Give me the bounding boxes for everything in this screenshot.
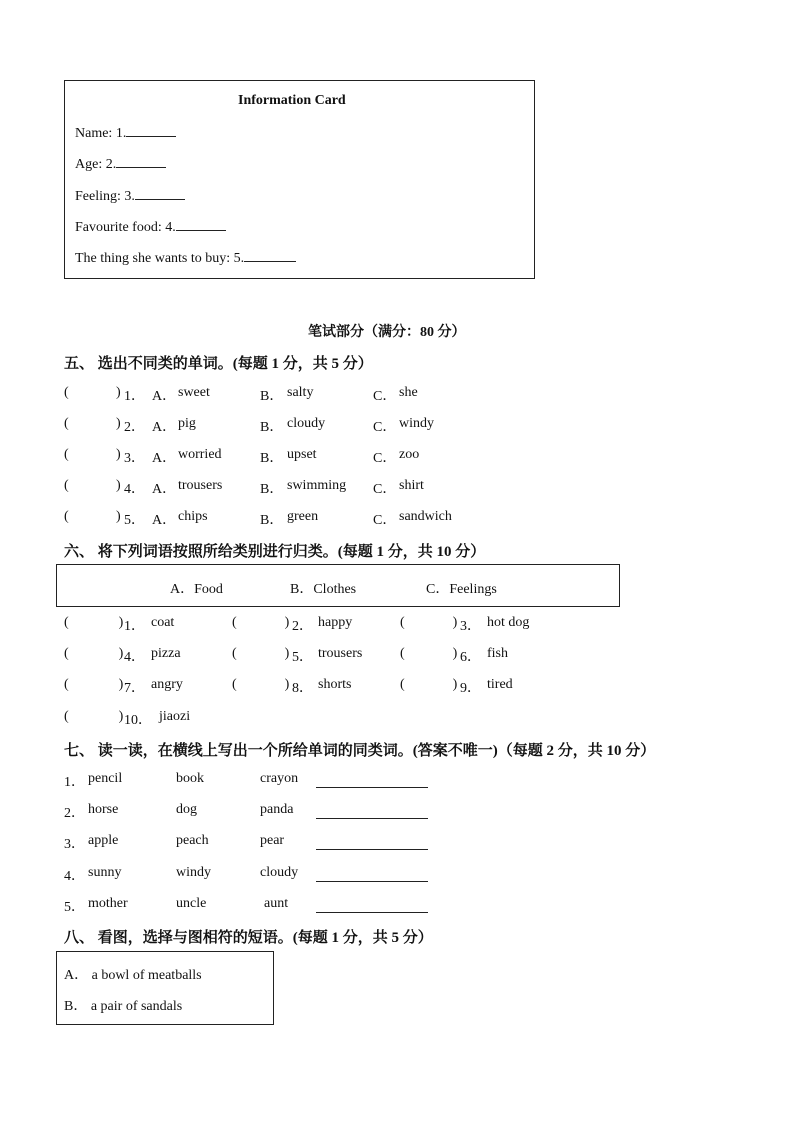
s6-num: 10．: [124, 713, 152, 728]
s7-word-1: apple: [88, 833, 119, 848]
s6-word: trousers: [318, 646, 363, 661]
s5-num: 1．: [124, 389, 145, 404]
s5-a-word: chips: [178, 509, 208, 524]
s5-a-label: A．: [152, 389, 177, 404]
s5-num: 4．: [124, 482, 145, 497]
s5-close-paren: ): [116, 447, 121, 462]
s5-num: 5．: [124, 513, 145, 528]
s6-word: fish: [487, 646, 508, 661]
s5-close-paren: ): [116, 509, 121, 524]
s7-word-1: horse: [88, 802, 119, 817]
s6-word: pizza: [151, 646, 181, 661]
s5-answer-slot[interactable]: [74, 509, 114, 525]
card-row-label: Name: 1.: [75, 126, 127, 141]
answer-blank[interactable]: [135, 187, 185, 200]
s7-answer-line[interactable]: [316, 881, 428, 882]
s7-word-2: windy: [176, 865, 211, 880]
s5-c-word: sandwich: [399, 509, 452, 524]
s5-c-word: zoo: [399, 447, 420, 462]
s5-answer-slot[interactable]: [74, 416, 114, 432]
s6-word: jiaozi: [159, 709, 191, 724]
s7-word-3: pear: [260, 833, 285, 848]
s6-word: hot dog: [487, 615, 530, 630]
answer-blank[interactable]: [176, 218, 226, 231]
s6-word: shorts: [318, 677, 352, 692]
s6-item: ( ): [232, 615, 290, 630]
s5-c-label: C．: [373, 482, 397, 497]
s5-c-word: windy: [399, 416, 434, 431]
s6-num: 7．: [124, 681, 145, 696]
s5-c-label: C．: [373, 389, 397, 404]
s5-c-word: she: [399, 385, 418, 400]
s7-answer-line[interactable]: [316, 849, 428, 850]
s7-word-2: uncle: [176, 896, 207, 911]
s5-a-label: A．: [152, 451, 177, 466]
s7-answer-line[interactable]: [316, 818, 428, 819]
s5-b-word: green: [287, 509, 319, 524]
s7-word-2: book: [176, 771, 204, 786]
s5-b-label: B．: [260, 389, 284, 404]
card-row-food: [75, 218, 226, 236]
s5-a-word: sweet: [178, 385, 210, 400]
section-8-heading: 八、 看图，选择与图相符的短语。(每题 1 分，共 5 分）: [64, 930, 433, 946]
s5-open-paren: (: [64, 447, 69, 462]
s5-answer-slot[interactable]: [74, 478, 114, 494]
s7-word-3: crayon: [260, 771, 299, 786]
option-b: B． a pair of sandals: [64, 999, 183, 1014]
card-row-label: The thing she wants to buy: 5.: [75, 251, 245, 266]
s6-item: ( ): [400, 646, 458, 661]
s7-answer-line[interactable]: [316, 787, 428, 788]
card-row-thing: [75, 249, 296, 267]
s5-answer-slot[interactable]: [74, 385, 114, 401]
answer-blank[interactable]: [244, 249, 296, 262]
section-7-heading: 七、 读一读，在横线上写出一个所给单词的同类词。(答案不唯一)（每题 2 分，共 10 分）: [64, 743, 656, 759]
s5-b-word: salty: [287, 385, 314, 400]
s6-num: 4．: [124, 650, 145, 665]
s5-a-word: worried: [178, 447, 222, 462]
s5-answer-slot[interactable]: [74, 447, 114, 463]
s5-a-label: A．: [152, 513, 177, 528]
s5-b-label: B．: [260, 451, 284, 466]
s6-word: coat: [151, 615, 175, 630]
s6-item: ( ): [232, 677, 290, 692]
card-row-label: Age: 2.: [75, 157, 117, 172]
section-6-heading: 六、 将下列词语按照所给类别进行归类。(每题 1 分，共 10 分）: [64, 544, 486, 560]
card-row-label: Favourite food: 4.: [75, 220, 176, 235]
category-clothes: B．Clothes: [290, 582, 357, 597]
s5-a-label: A．: [152, 482, 177, 497]
s6-item: ( ): [400, 615, 458, 630]
answer-blank[interactable]: [126, 124, 176, 137]
s5-b-label: B．: [260, 482, 284, 497]
s7-answer-line[interactable]: [316, 912, 428, 913]
s5-c-label: C．: [373, 513, 397, 528]
s5-b-word: swimming: [287, 478, 347, 493]
s6-item: ( ): [64, 709, 124, 724]
s6-num: 5．: [292, 650, 313, 665]
s7-num: 5．: [64, 900, 85, 915]
s6-num: 1．: [124, 619, 145, 634]
s7-word-3: panda: [260, 802, 294, 817]
s5-b-label: B．: [260, 513, 284, 528]
answer-blank[interactable]: [116, 155, 166, 168]
written-part-title: 笔试部分（满分：80 分）: [308, 325, 466, 340]
s6-num: 2．: [292, 619, 313, 634]
category-food: A．Food: [170, 582, 223, 597]
option-a: A． a bowl of meatballs: [64, 968, 202, 983]
s6-item: ( ): [64, 646, 124, 661]
s5-c-word: shirt: [399, 478, 424, 493]
s7-num: 1．: [64, 775, 85, 790]
s7-word-2: dog: [176, 802, 197, 817]
s6-num: 9．: [460, 681, 481, 696]
s7-word-1: sunny: [88, 865, 122, 880]
s5-close-paren: ): [116, 478, 121, 493]
s5-open-paren: (: [64, 385, 69, 400]
s5-open-paren: (: [64, 478, 69, 493]
card-row-age: [75, 155, 166, 173]
s6-word: angry: [151, 677, 183, 692]
card-row-label: Feeling: 3.: [75, 189, 135, 204]
s6-word: tired: [487, 677, 513, 692]
s5-num: 2．: [124, 420, 145, 435]
s6-item: ( ): [232, 646, 290, 661]
s7-word-3: cloudy: [260, 865, 299, 880]
s7-num: 2．: [64, 806, 85, 821]
card-row-feeling: [75, 187, 185, 205]
s6-item: ( ): [64, 615, 124, 630]
s5-close-paren: ): [116, 416, 121, 431]
s5-close-paren: ): [116, 385, 121, 400]
s7-word-1: pencil: [88, 771, 123, 786]
s5-a-word: trousers: [178, 478, 223, 493]
s5-c-label: C．: [373, 451, 397, 466]
card-row-name: [75, 124, 176, 142]
s6-num: 8．: [292, 681, 313, 696]
s6-num: 3．: [460, 619, 481, 634]
s5-open-paren: (: [64, 509, 69, 524]
s5-a-label: A．: [152, 420, 177, 435]
s5-a-word: pig: [178, 416, 196, 431]
s6-num: 6．: [460, 650, 481, 665]
s6-item: ( ): [400, 677, 458, 692]
s5-b-label: B．: [260, 420, 284, 435]
card-title: Information Card: [238, 93, 346, 108]
section-5-heading: 五、 选出不同类的单词。(每题 1 分，共 5 分）: [64, 356, 373, 372]
s5-c-label: C．: [373, 420, 397, 435]
s6-word: happy: [318, 615, 353, 630]
category-feelings: C．Feelings: [426, 582, 497, 597]
s6-item: ( ): [64, 677, 124, 692]
s7-num: 3．: [64, 837, 85, 852]
s5-b-word: cloudy: [287, 416, 326, 431]
s7-num: 4．: [64, 869, 85, 884]
s7-word-3: aunt: [264, 896, 289, 911]
s5-num: 3．: [124, 451, 145, 466]
s7-word-1: mother: [88, 896, 128, 911]
s5-b-word: upset: [287, 447, 317, 462]
s7-word-2: peach: [176, 833, 209, 848]
s5-open-paren: (: [64, 416, 69, 431]
